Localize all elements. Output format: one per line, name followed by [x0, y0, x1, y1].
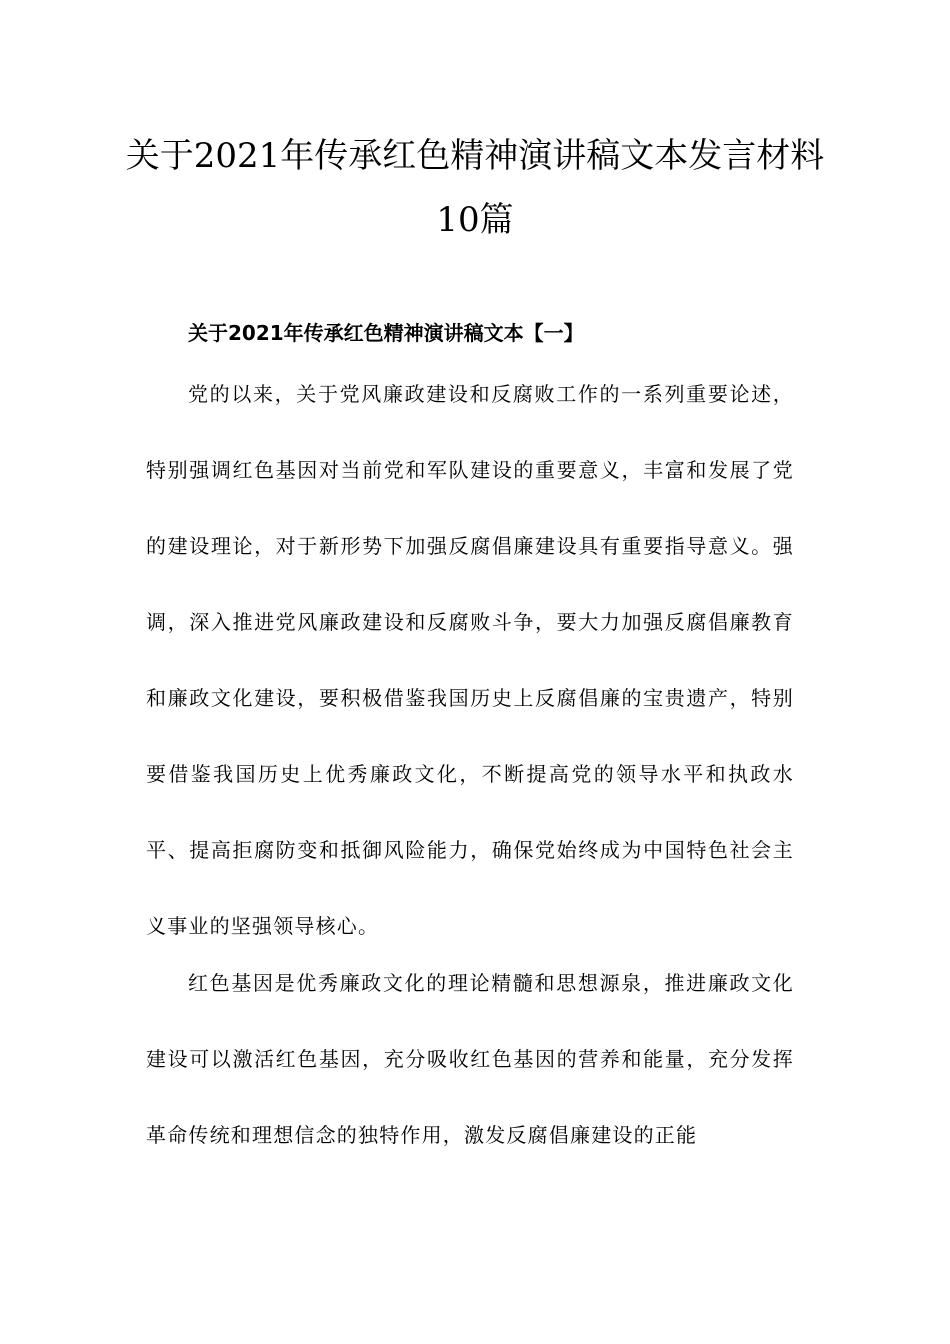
document-title: 关于2021年传承红色精神演讲稿文本发言材料10篇	[125, 136, 825, 240]
section-heading: 关于2021年传承红色精神演讲稿文本【一】	[188, 321, 584, 345]
body-paragraph: 红色基因是优秀廉政文化的理论精髓和思想源泉，推进廉政文化建设可以激活红色基因，充分吸收红色基因的营养和能量，充分发挥革命传统和理想信念的独特作用，激发反腐倡廉建设的正能	[146, 971, 794, 1147]
body-paragraph: 党的以来，关于党风廉政建设和反腐败工作的一系列重要论述，特别强调红色基因对当前党和军队建设的重要意义，丰富和发展了党的建设理论，对于新形势下加强反腐倡廉建设具有重要指导意义。强调，深入推进党风廉政建设和反腐败斗争，要大力加强反腐倡廉教育和廉政文化建设，要积极借鉴我国历史上反腐倡廉的宝贵遗产，特别要借鉴我国历史上优秀廉政文化，不断提高党的领导水平和执政水平、提高拒腐防变和抵御风险能力，确保党始终成为中国特色社会主义事业的坚强领导核心。	[146, 382, 794, 938]
